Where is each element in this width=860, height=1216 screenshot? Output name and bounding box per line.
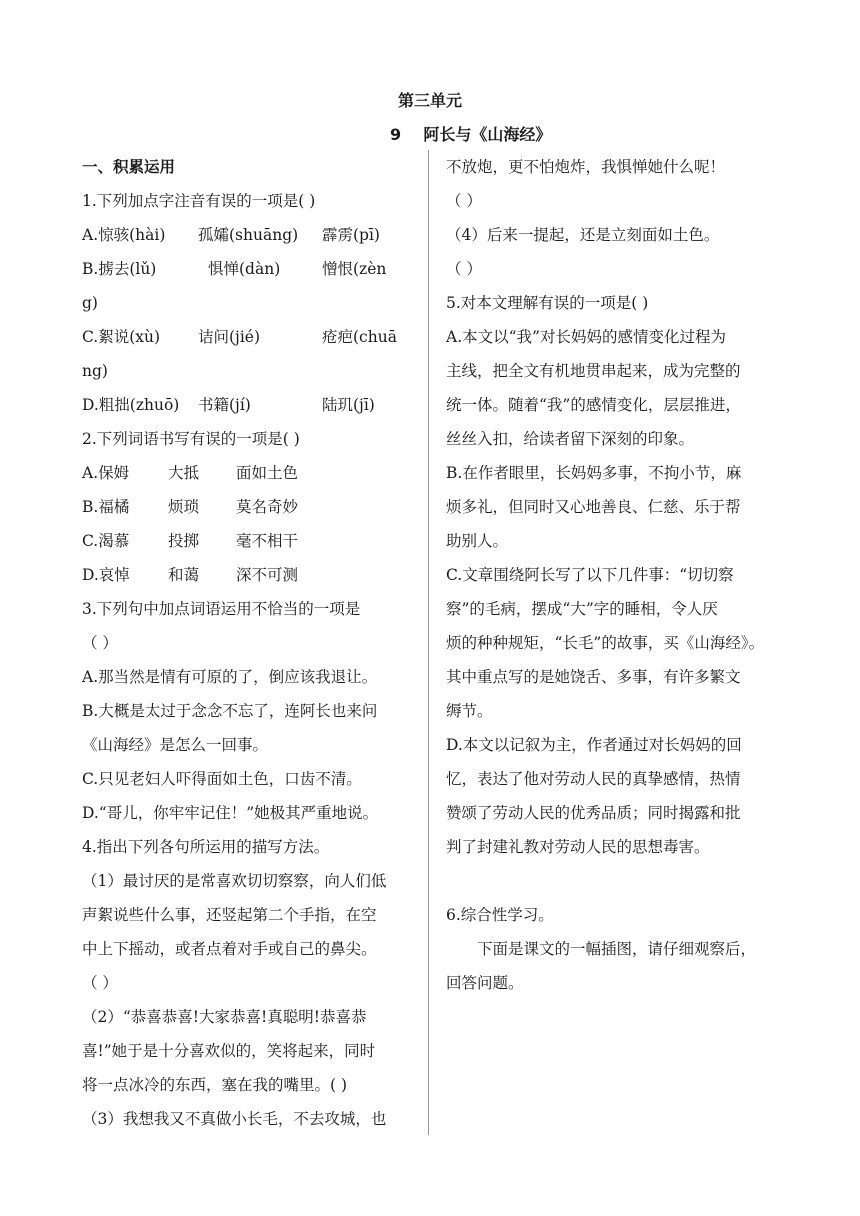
q4-sentence-1: 中上下摇动，或者点着对手或自己的鼻尖。	[82, 940, 377, 958]
option-item: 大抵	[168, 464, 200, 482]
q3-option-d: D.“哥儿，你牢牢记住！”她极其严重地说。	[82, 804, 379, 822]
option-item: 莫名奇妙	[236, 498, 299, 516]
option-item: 憎恨(zèn	[322, 260, 387, 278]
q1-option-a	[82, 218, 418, 252]
q5-option-c: C.文章围绕阿长写了以下几件事：“切切察	[446, 566, 734, 584]
spacer	[446, 864, 782, 898]
option-item: A.保姆	[82, 464, 130, 482]
q4-sentence-1: 声絮说些什么事，还竖起第二个手指，在空	[82, 906, 377, 924]
q4-sentence-2: 将一点冰冷的东西，塞在我的嘴里。( )	[82, 1076, 348, 1094]
q5-option-d: 忆，表达了他对劳动人民的真挚感情，热情	[446, 770, 741, 788]
q1-option-c	[82, 320, 418, 354]
option-item: 孤孀(shuāng)	[198, 226, 299, 244]
option-item: 霹雳(pī)	[322, 226, 380, 244]
q2-option-c	[82, 524, 418, 558]
unit-title: 第三单元	[397, 91, 462, 110]
q5-option-c: 察”的毛病，摆成“大”字的睡相，令人厌	[446, 600, 718, 618]
q5-option-a: 丝丝入扣，给读者留下深刻的印象。	[446, 430, 695, 448]
q5-option-b: B.在作者眼里，长妈妈多事，不拘小节，麻	[446, 464, 742, 482]
q5-option-c: 烦的种种规矩，“长毛”的故事，买《山海经》。	[446, 634, 765, 652]
option-item: D.粗拙(zhuō)	[82, 396, 180, 414]
left-column	[82, 150, 418, 1136]
q5-option-d: D.本文以记叙为主，作者通过对长妈妈的回	[446, 736, 742, 754]
q3-answer-blank: （ ）	[82, 634, 118, 652]
q5-option-c: 缛节。	[446, 702, 493, 720]
q2-stem: 2.下列词语书写有误的一项是( )	[82, 430, 300, 448]
option-item: 陆玑(jī)	[322, 396, 375, 414]
lesson-title: 9 阿长与《山海经》	[390, 125, 552, 144]
option-item: A.惊骇(hài)	[82, 226, 166, 244]
option-item: 诘问(jié)	[198, 328, 261, 346]
q3-option-c: C.只见老妇人吓得面如土色，口齿不清。	[82, 770, 362, 788]
q2-option-b	[82, 490, 418, 524]
q5-option-c: 其中重点写的是她饶舌、多事，有许多繁文	[446, 668, 741, 686]
right-column	[446, 150, 782, 1000]
q5-option-a: A.本文以“我”对长妈妈的感情变化过程为	[446, 328, 726, 346]
q3-option-a: A.那当然是情有可原的了，倒应该我退让。	[82, 668, 378, 686]
option-item: D.哀悼	[82, 566, 130, 584]
q3-option-b: B.大概是太过于念念不忘了，连阿长也来问	[82, 702, 378, 720]
q1-option-b-wrap: g)	[82, 294, 98, 312]
q4-sentence-3: （3）我想我又不真做小长毛，不去攻城，也	[82, 1110, 387, 1128]
q4-sentence-2: （2）“恭喜恭喜!大家恭喜!真聪明!恭喜恭	[82, 1008, 367, 1026]
q4-sentence-1: （1）最讨厌的是常喜欢切切察察，向人们低	[82, 872, 387, 890]
q5-stem: 5.对本文理解有误的一项是( )	[446, 294, 649, 312]
option-item: C.絮说(xù)	[82, 328, 161, 346]
q1-option-b	[82, 252, 418, 286]
q6-stem: 6.综合性学习。	[446, 906, 554, 924]
option-item: 书籍(jí)	[198, 396, 251, 414]
q6-body: 回答问题。	[446, 974, 524, 992]
option-item: B.福橘	[82, 498, 130, 516]
q4-answer-blank: （ ）	[82, 974, 118, 992]
option-item: 毫不相干	[236, 532, 299, 550]
q5-option-a: 主线，把全文有机地贯串起来，成为完整的	[446, 362, 741, 380]
option-item: 烦琐	[168, 498, 200, 516]
q2-option-a	[82, 456, 418, 490]
option-item: C.渴慕	[82, 532, 130, 550]
option-item: 惧惮(dàn)	[208, 260, 281, 278]
q4-sentence-2: 喜!”她于是十分喜欢似的，笑将起来，同时	[82, 1042, 376, 1060]
q4-sentence-3-cont: 不放炮，更不怕炮炸，我惧惮她什么呢！	[446, 158, 726, 176]
q4-answer-blank: （ ）	[446, 260, 482, 278]
option-item: 投掷	[168, 532, 200, 550]
column-divider	[428, 150, 429, 1135]
option-item: 面如土色	[236, 464, 299, 482]
q5-option-a: 统一体。随着“我”的感情变化，层层推进，	[446, 396, 741, 414]
q3-option-b-wrap: 《山海经》是怎么一回事。	[82, 736, 269, 754]
q1-option-c-wrap: ng)	[82, 362, 108, 380]
q4-stem: 4.指出下列各句所运用的描写方法。	[82, 838, 330, 856]
q5-option-d: 判了封建礼教对劳动人民的思想毒害。	[446, 838, 710, 856]
q2-option-d	[82, 558, 418, 592]
q6-body: 下面是课文的一幅插图，请仔细观察后，	[477, 940, 757, 958]
q4-sentence-4: （4）后来一提起，还是立刻面如土色。	[446, 226, 720, 244]
option-item: 深不可测	[236, 566, 299, 584]
q1-stem: 1.下列加点字注音有误的一项是( )	[82, 192, 316, 210]
q3-stem: 3.下列句中加点词语运用不恰当的一项是	[82, 600, 361, 618]
q5-option-b: 烦多礼，但同时又心地善良、仁慈、乐于帮	[446, 498, 741, 516]
section-heading: 一、积累运用	[82, 158, 176, 176]
q5-option-d: 赞颂了劳动人民的优秀品质；同时揭露和批	[446, 804, 741, 822]
q1-option-d	[82, 388, 418, 422]
option-item: B.掳去(lǔ)	[82, 260, 157, 278]
option-item: 和蔼	[168, 566, 200, 584]
option-item: 疮疤(chuā	[322, 328, 397, 346]
q5-option-b: 助别人。	[446, 532, 509, 550]
q4-answer-blank: （ ）	[446, 192, 482, 210]
